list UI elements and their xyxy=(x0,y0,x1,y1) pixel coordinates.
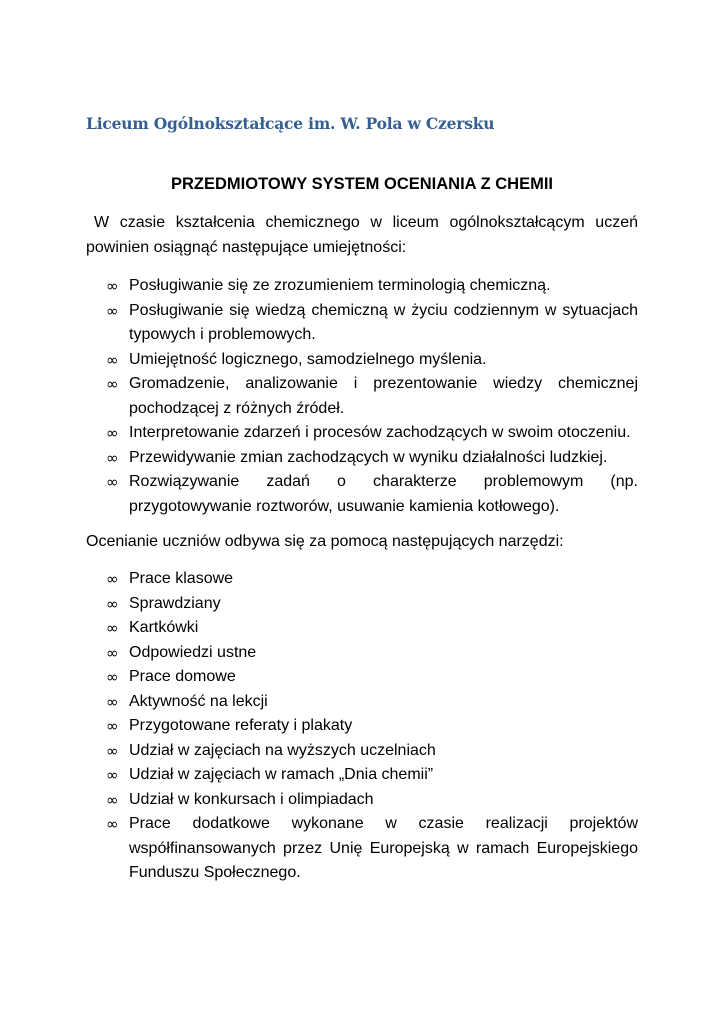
infinity-bullet-icon: ∞ xyxy=(106,741,119,760)
infinity-bullet-icon: ∞ xyxy=(106,643,119,662)
list-item-text: Sprawdziany xyxy=(129,594,221,612)
list-item xyxy=(0,348,638,373)
list-item xyxy=(0,714,638,739)
list-item-text: Prace domowe xyxy=(129,668,236,685)
list-item xyxy=(0,690,638,715)
list-item-text: Gromadzenie, analizowanie i prezentowanie wiedzy chemicznej pochodzącej z różnych źródeł. xyxy=(129,375,638,417)
tools-list xyxy=(0,567,638,886)
list-item xyxy=(0,592,638,617)
list-item-text: Udział w zajęciach na wyższych uczelniach xyxy=(129,741,436,759)
infinity-bullet-icon: ∞ xyxy=(106,717,119,735)
infinity-bullet-icon: ∞ xyxy=(106,619,119,637)
infinity-bullet-icon: ∞ xyxy=(106,424,119,442)
list-item xyxy=(0,788,638,813)
infinity-bullet-icon: ∞ xyxy=(106,473,119,491)
list-item xyxy=(0,470,638,519)
infinity-bullet-icon: ∞ xyxy=(106,668,119,686)
list-item xyxy=(0,372,638,421)
infinity-bullet-icon: ∞ xyxy=(106,815,119,833)
list-item-text: Kartkówki xyxy=(129,619,199,636)
list-item xyxy=(0,446,638,471)
list-item-text: Przewidywanie zmian zachodzących w wyniku działalności ludzkiej. xyxy=(129,448,608,466)
list-item-text: Udział w zajęciach w ramach „Dnia chemii” xyxy=(129,766,434,783)
infinity-bullet-icon: ∞ xyxy=(106,766,119,784)
infinity-bullet-icon: ∞ xyxy=(106,448,119,467)
list-item xyxy=(0,274,638,299)
list-item xyxy=(0,641,638,666)
infinity-bullet-icon: ∞ xyxy=(106,594,119,613)
list-item-text: Udział w konkursach i olimpiadach xyxy=(129,790,374,808)
infinity-bullet-icon: ∞ xyxy=(106,375,119,393)
infinity-bullet-icon: ∞ xyxy=(106,301,119,320)
infinity-bullet-icon: ∞ xyxy=(106,790,119,809)
list-item xyxy=(0,763,638,788)
list-item-text: Posługiwanie się ze zrozumieniem terminologią chemiczną. xyxy=(129,277,551,294)
list-item-text: Prace dodatkowe wykonane w czasie realizacji projektów współfinansowanych przez Unię Europejską w ramach Europejskiego Funduszu Społecznego. xyxy=(129,815,638,881)
list-item xyxy=(0,739,638,764)
list-item xyxy=(0,567,638,592)
document-title: PRZEDMIOTOWY SYSTEM OCENIANIA Z CHEMII xyxy=(171,175,553,193)
infinity-bullet-icon: ∞ xyxy=(106,277,119,295)
infinity-bullet-icon: ∞ xyxy=(106,570,119,588)
list-item-text: Aktywność na lekcji xyxy=(129,692,268,710)
list-item-text: Prace klasowe xyxy=(129,570,234,587)
infinity-bullet-icon: ∞ xyxy=(106,350,119,369)
list-item xyxy=(0,665,638,690)
tools-intro-paragraph: Ocenianie uczniów odbywa się za pomocą następujących narzędzi: xyxy=(86,533,564,550)
list-item-text: Przygotowane referaty i plakaty xyxy=(129,717,353,734)
intro-paragraph: W czasie kształcenia chemicznego w liceum ogólnokształcącym uczeń powinien osiągnąć następujące umiejętności: xyxy=(86,214,638,256)
list-item-text: Rozwiązywanie zadań o charakterze problemowym (np. przygotowywanie roztworów, usuwanie kamienia kotłowego). xyxy=(129,473,638,515)
infinity-bullet-icon: ∞ xyxy=(106,692,119,711)
list-item-text: Umiejętność logicznego, samodzielnego myślenia. xyxy=(129,350,487,368)
list-item-text: Interpretowanie zdarzeń i procesów zachodzących w swoim otoczeniu. xyxy=(129,424,631,441)
school-name: Liceum Ogólnokształcące im. W. Pola w Czersku xyxy=(86,114,495,133)
list-item xyxy=(0,812,638,886)
list-item xyxy=(0,421,638,446)
list-item xyxy=(0,299,638,348)
list-item xyxy=(0,616,638,641)
list-item-text: Posługiwanie się wiedzą chemiczną w życiu codziennym w sytuacjach typowych i problemowych. xyxy=(129,301,638,343)
list-item-text: Odpowiedzi ustne xyxy=(129,643,257,661)
skills-list xyxy=(0,274,638,519)
